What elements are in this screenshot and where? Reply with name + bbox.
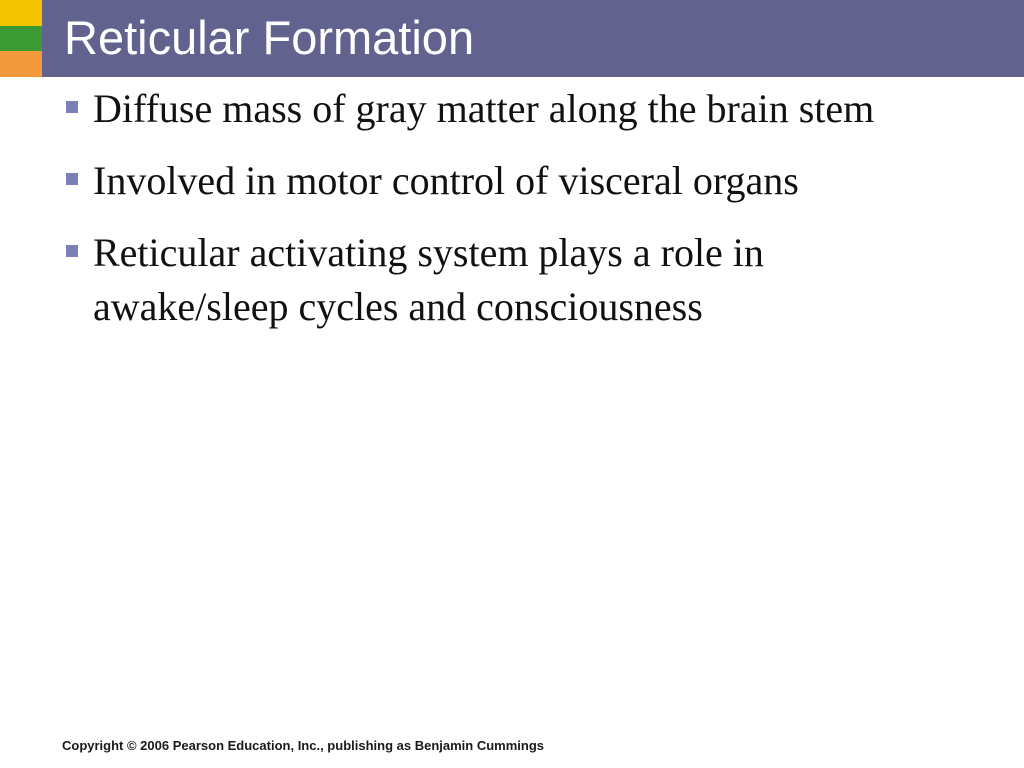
bullet-item bbox=[66, 82, 906, 136]
bullet-text: Reticular activating system plays a role in awake/sleep cycles and consciousness bbox=[93, 230, 764, 329]
bullet-item bbox=[66, 226, 906, 334]
bullet-text: Involved in motor control of visceral organs bbox=[93, 158, 799, 203]
bullet-item bbox=[66, 154, 906, 208]
accent-strip-orange bbox=[0, 51, 42, 77]
square-bullet-icon bbox=[66, 245, 78, 257]
slide-title: Reticular Formation bbox=[64, 11, 475, 64]
accent-strip-green bbox=[0, 26, 42, 51]
bullet-text: Diffuse mass of gray matter along the brain stem bbox=[93, 86, 875, 131]
bullet-list bbox=[66, 82, 906, 352]
title-bar bbox=[42, 0, 1024, 77]
accent-color-strip bbox=[0, 0, 42, 77]
accent-strip-yellow bbox=[0, 0, 42, 26]
square-bullet-icon bbox=[66, 101, 78, 113]
copyright-footer: Copyright © 2006 Pearson Education, Inc., publishing as Benjamin Cummings bbox=[62, 738, 544, 753]
square-bullet-icon bbox=[66, 173, 78, 185]
